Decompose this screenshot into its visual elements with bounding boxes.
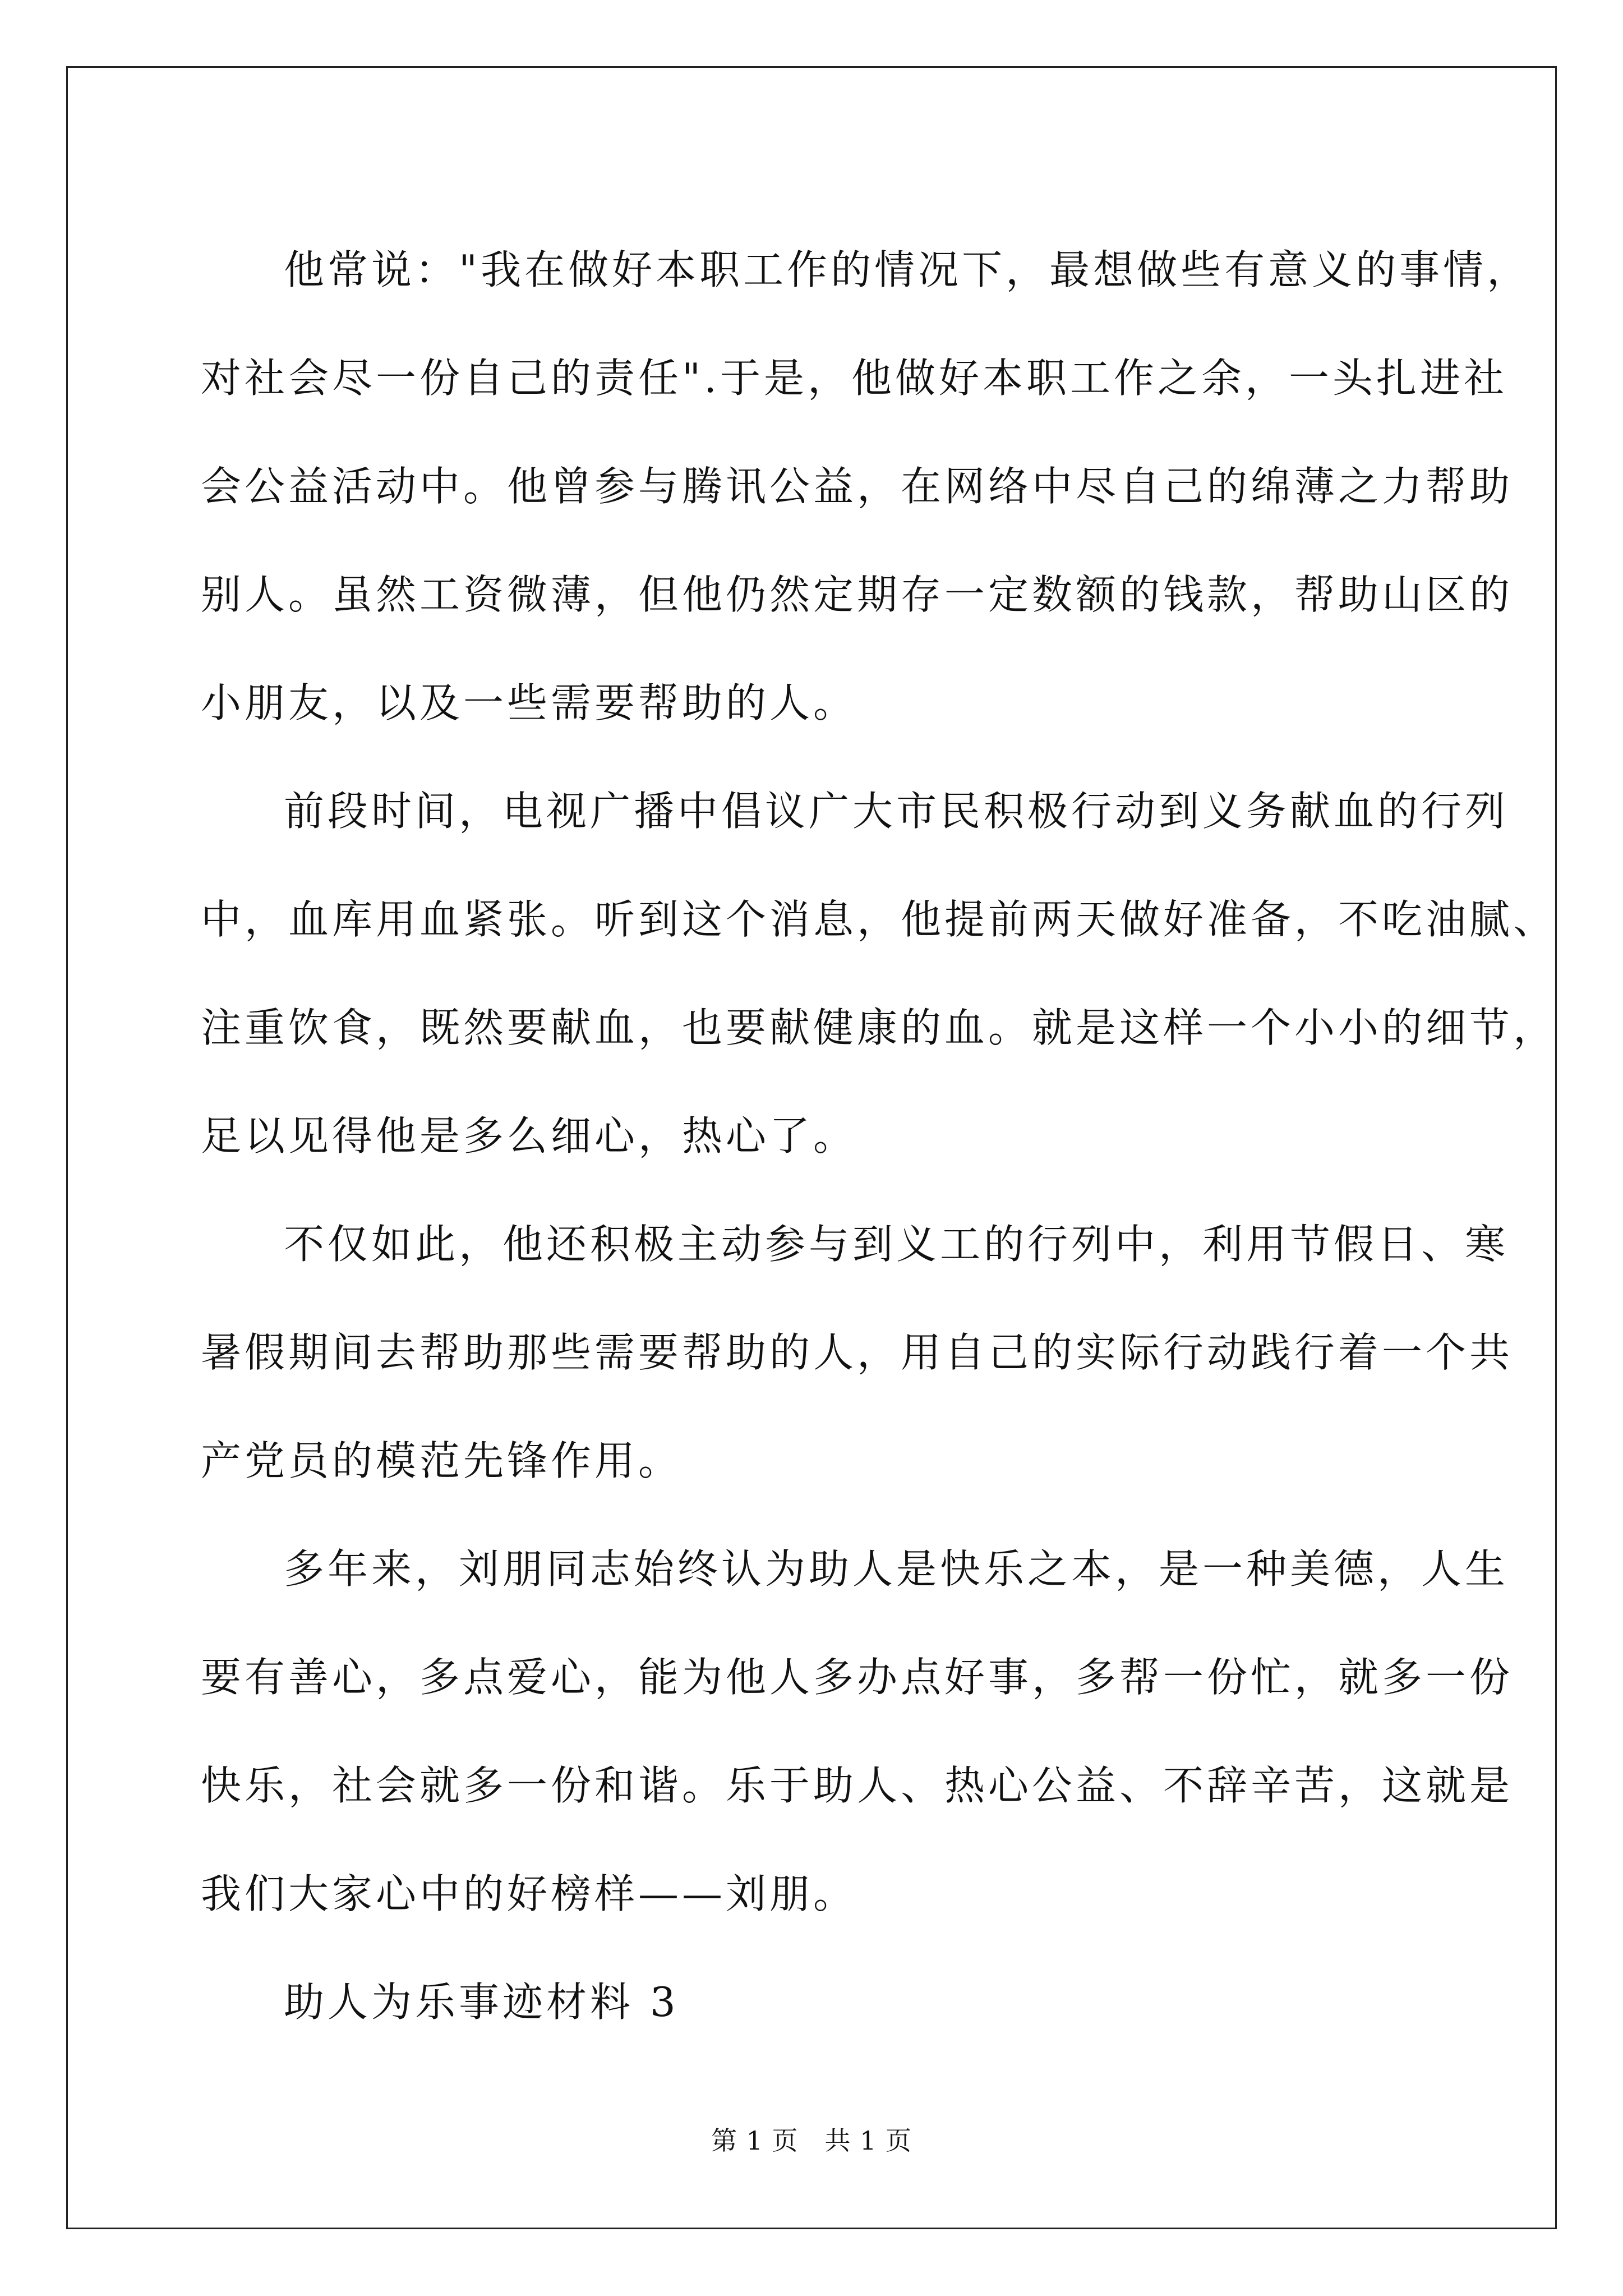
text-line: 足以见得他是多么细心，热心了。 bbox=[201, 1112, 857, 1159]
page-number-footer: 第 1 页 共 1 页 bbox=[711, 2125, 912, 2156]
text-line: 小朋友，以及一些需要帮助的人。 bbox=[201, 679, 857, 726]
paragraph-1 bbox=[201, 216, 1531, 757]
text-line: 注重饮食，既然要献血，也要献健康的血。就是这样一个小小的细节， bbox=[201, 1004, 1557, 1051]
text-line: 他常说："我在做好本职工作的情况下，最想做些有意义的事情， bbox=[284, 246, 1531, 293]
paragraph-2 bbox=[201, 757, 1557, 1190]
text-line: 产党员的模范先锋作用。 bbox=[201, 1437, 683, 1484]
text-line: 前段时间，电视广播中倡议广大市民积极行动到义务献血的行列 bbox=[284, 788, 1509, 835]
text-line: 快乐，社会就多一份和谐。乐于助人、热心公益、不辞辛苦，这就是 bbox=[201, 1762, 1514, 1809]
section-heading: 助人为乐事迹材料 3 bbox=[284, 1978, 679, 2026]
text-line: 要有善心，多点爱心，能为他人多办点好事，多帮一份忙，就多一份 bbox=[201, 1654, 1514, 1701]
text-line: 多年来，刘朋同志始终认为助人是快乐之本，是一种美德，人生 bbox=[284, 1545, 1509, 1593]
text-line: 我们大家心中的好榜样——刘朋。 bbox=[201, 1870, 857, 1917]
text-line: 对社会尽一份自己的责任".于是，他做好本职工作之余，一头扎进社 bbox=[201, 355, 1508, 402]
text-line: 中，血库用血紧张。听到这个消息，他提前两天做好准备，不吃油腻、 bbox=[201, 896, 1557, 943]
text-line: 别人。虽然工资微薄，但他仍然定期存一定数额的钱款，帮助山区的 bbox=[201, 571, 1514, 618]
text-line: 不仅如此，他还积极主动参与到义工的行列中，利用节假日、寒 bbox=[284, 1221, 1509, 1268]
paragraph-4 bbox=[201, 1515, 1514, 1948]
text-line: 会公益活动中。他曾参与腾讯公益，在网络中尽自己的绵薄之力帮助 bbox=[201, 463, 1514, 510]
document-body bbox=[201, 216, 1557, 2056]
paragraph-3 bbox=[201, 1190, 1514, 1515]
text-line: 暑假期间去帮助那些需要帮助的人，用自己的实际行动践行着一个共 bbox=[201, 1329, 1514, 1376]
